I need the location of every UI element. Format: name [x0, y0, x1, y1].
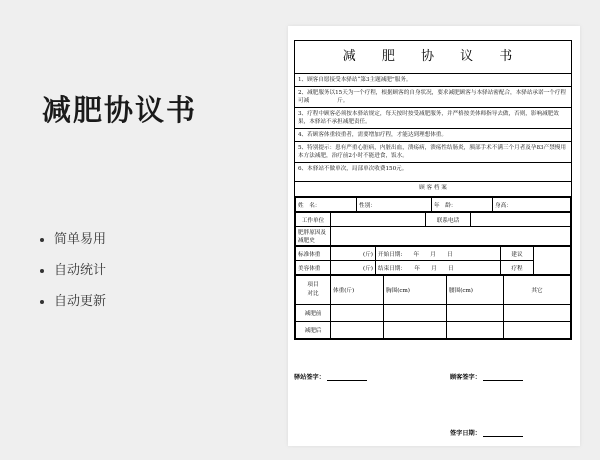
beauty-weight-label: 美容体重: [296, 261, 331, 275]
feature-label: 自动更新: [54, 294, 107, 309]
bullet-icon: [40, 300, 44, 304]
signature-line: [483, 431, 523, 437]
table-row: [296, 322, 571, 339]
month-label: 月: [430, 251, 436, 258]
beauty-weight-unit: (斤): [331, 261, 376, 275]
customer-archive-table: [295, 197, 571, 212]
year-label: 年: [413, 251, 420, 258]
customer-signature-label: 顾客签字：: [450, 374, 481, 381]
work-unit-label: 工作单位: [296, 213, 331, 227]
table-row: [296, 227, 571, 246]
age-label: 年 龄：: [432, 198, 493, 212]
item-compare-cell: [296, 276, 331, 305]
station-signature-label: 驿站签字：: [294, 374, 325, 381]
table-row: [296, 305, 571, 322]
date-signature-label: 签字日期：: [450, 430, 481, 437]
std-weight-unit: (斤): [331, 247, 376, 261]
start-date-label: 开始日期:: [378, 251, 403, 258]
station-signature: [294, 372, 367, 381]
start-date-cell: [376, 247, 501, 261]
chest-label: 胸围(cm): [384, 276, 447, 305]
std-weight-label: 标准体重: [296, 247, 331, 261]
day-label: 日: [447, 251, 453, 258]
clause-item: 6、本驿站不做单次，局部单次收费150元。: [295, 163, 571, 182]
clause-item: 5、特别提示：患有严重心脏病，内脏出血，溃疡病，溃疡性结肠炎，胰部手术不满三个月者及孕83产禁慢用本方法减肥，治疗前2小时不能进食，饭水。: [295, 142, 571, 163]
clause-item: 1、顾客自愿接受本驿站“第3主题减肥”服务。: [295, 74, 571, 87]
waist-label: 腰围(cm): [447, 276, 504, 305]
other-label: 其它: [504, 276, 571, 305]
cause-label: 肥胖原因及减肥史: [296, 227, 331, 246]
month-label: 月: [431, 265, 437, 272]
customer-archive-table: [295, 212, 571, 246]
signature-line: [483, 375, 523, 381]
weight-table: [295, 246, 571, 275]
year-label: 年: [414, 265, 420, 272]
table-row: [296, 213, 571, 227]
item-label: 项目: [307, 282, 319, 288]
name-label: 姓 名：: [296, 198, 357, 212]
cause-value: [331, 227, 571, 246]
date-signature: [450, 428, 523, 437]
feature-label: 自动统计: [54, 263, 107, 278]
course-label: 疗程: [501, 261, 534, 275]
phone-label: 联系电话: [426, 213, 471, 227]
feature-item: [40, 261, 106, 292]
bullet-icon: [40, 269, 44, 273]
table-row: [296, 198, 571, 212]
table-cell: [447, 305, 504, 322]
table-cell: [504, 305, 571, 322]
clause-item: 4、若顾客体重较重者，需要增加疗程，才能达到理想体重。: [295, 129, 571, 142]
compare-label: 对比: [307, 291, 319, 297]
feature-item: [40, 230, 106, 261]
before-label: 减肥前: [296, 305, 331, 322]
table-row: [296, 261, 571, 275]
document-title: 减 肥 协 议 书: [295, 41, 571, 74]
gender-label: 性别：: [357, 198, 432, 212]
table-cell: [331, 322, 384, 339]
contract-form: [294, 40, 572, 340]
clause-item: 2、减肥服务以15天为一个疗程，根据顾客的自身状况，要求减肥顾客与本驿站密配合，本驿站承诺一个疗程可减 斤。: [295, 87, 571, 108]
signature-line: [327, 375, 367, 381]
after-label: 减肥后: [296, 322, 331, 339]
day-label: 日: [448, 265, 454, 272]
archive-title: 顾 客 档 案: [295, 182, 571, 197]
work-unit-value: [331, 213, 426, 227]
phone-value: [471, 213, 571, 227]
bullet-icon: [40, 238, 44, 242]
suggest-label: 建议: [501, 247, 534, 261]
measurement-table: [295, 275, 571, 339]
table-row: [296, 247, 571, 261]
feature-item: [40, 292, 106, 323]
clause-item: 3、疗程中顾客必须按本驿站规定，每天按时按受减肥服务，并严格按美体师指导去做，否则，影响减肥效果，本驿站不承担减肥责任。: [295, 108, 571, 129]
document-frame: [294, 40, 572, 456]
end-date-label: 结束日期：: [378, 265, 404, 272]
table-row: [296, 276, 571, 305]
body-weight-label: 体重(斤): [331, 276, 384, 305]
suggest-value: [534, 247, 571, 275]
document-preview: [288, 26, 580, 446]
table-cell: [384, 305, 447, 322]
customer-signature: [450, 372, 523, 381]
feature-list: [40, 230, 106, 323]
end-date-cell: [376, 261, 501, 275]
table-cell: [504, 322, 571, 339]
feature-label: 简单易用: [54, 232, 107, 247]
page-title: 减肥协议书: [42, 93, 198, 127]
table-cell: [447, 322, 504, 339]
table-cell: [384, 322, 447, 339]
height-label: 身高：: [493, 198, 571, 212]
table-cell: [331, 305, 384, 322]
